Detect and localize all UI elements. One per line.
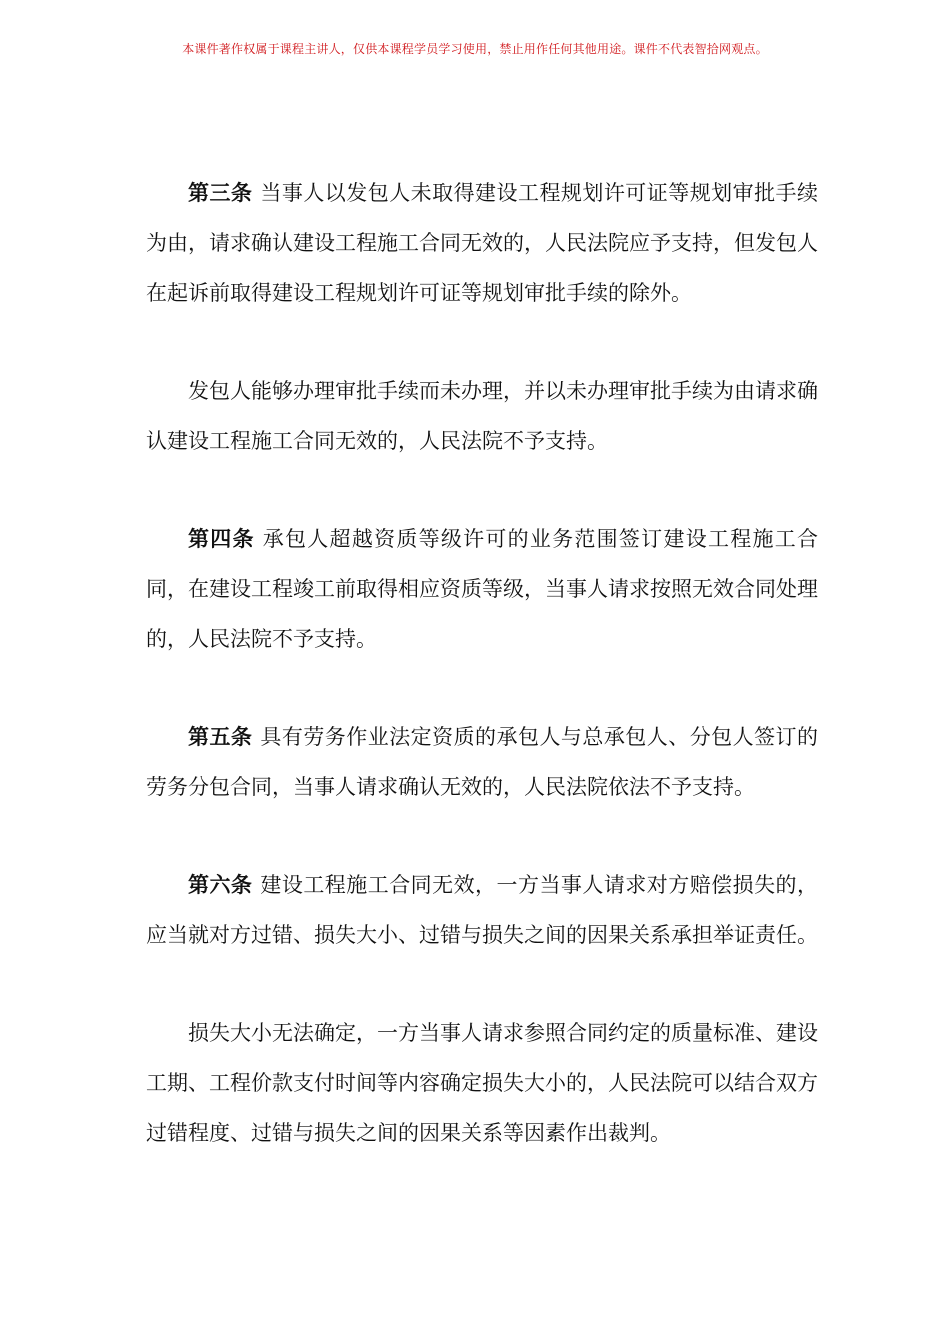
copyright-notice: 本课件著作权属于课程主讲人，仅供本课程学员学习使用，禁止用作任何其他用途。课件不代表智拾网观点。 xyxy=(182,42,768,56)
paragraph-text: 发包人能够办理审批手续而未办理，并以未办理审批手续为由请求确认建设工程施工合同无效的，人民法院不予支持。 xyxy=(146,379,818,453)
paragraph-article-6-cont xyxy=(146,1008,818,1158)
paragraph-text: 具有劳务作业法定资质的承包人与总承包人、分包人签订的劳务分包合同，当事人请求确认无效的，人民法院依法不予支持。 xyxy=(146,725,819,799)
paragraph-article-6 xyxy=(146,860,818,960)
paragraph-article-5 xyxy=(146,712,818,812)
paragraph-article-3-cont xyxy=(146,366,818,466)
article-number: 第五条 xyxy=(188,725,253,749)
document-body xyxy=(146,168,818,1206)
article-number: 第三条 xyxy=(188,181,253,205)
article-number: 第六条 xyxy=(188,873,253,897)
article-number: 第四条 xyxy=(188,527,255,551)
paragraph-article-3 xyxy=(146,168,818,318)
paragraph-text: 建设工程施工合同无效，一方当事人请求对方赔偿损失的，应当就对方过错、损失大小、过错与损失之间的因果关系承担举证责任。 xyxy=(146,873,819,947)
paragraph-text: 当事人以发包人未取得建设工程规划许可证等规划审批手续为由，请求确认建设工程施工合同无效的，人民法院应予支持，但发包人在起诉前取得建设工程规划许可证等规划审批手续的除外。 xyxy=(146,181,819,305)
paragraph-text: 承包人超越资质等级许可的业务范围签订建设工程施工合同，在建设工程竣工前取得相应资质等级，当事人请求按照无效合同处理的，人民法院不予支持。 xyxy=(146,527,819,651)
paragraph-article-4 xyxy=(146,514,818,664)
paragraph-text: 损失大小无法确定，一方当事人请求参照合同约定的质量标准、建设工期、工程价款支付时间等内容确定损失大小的，人民法院可以结合双方过错程度、过错与损失之间的因果关系等因素作出裁判。 xyxy=(146,1021,818,1145)
